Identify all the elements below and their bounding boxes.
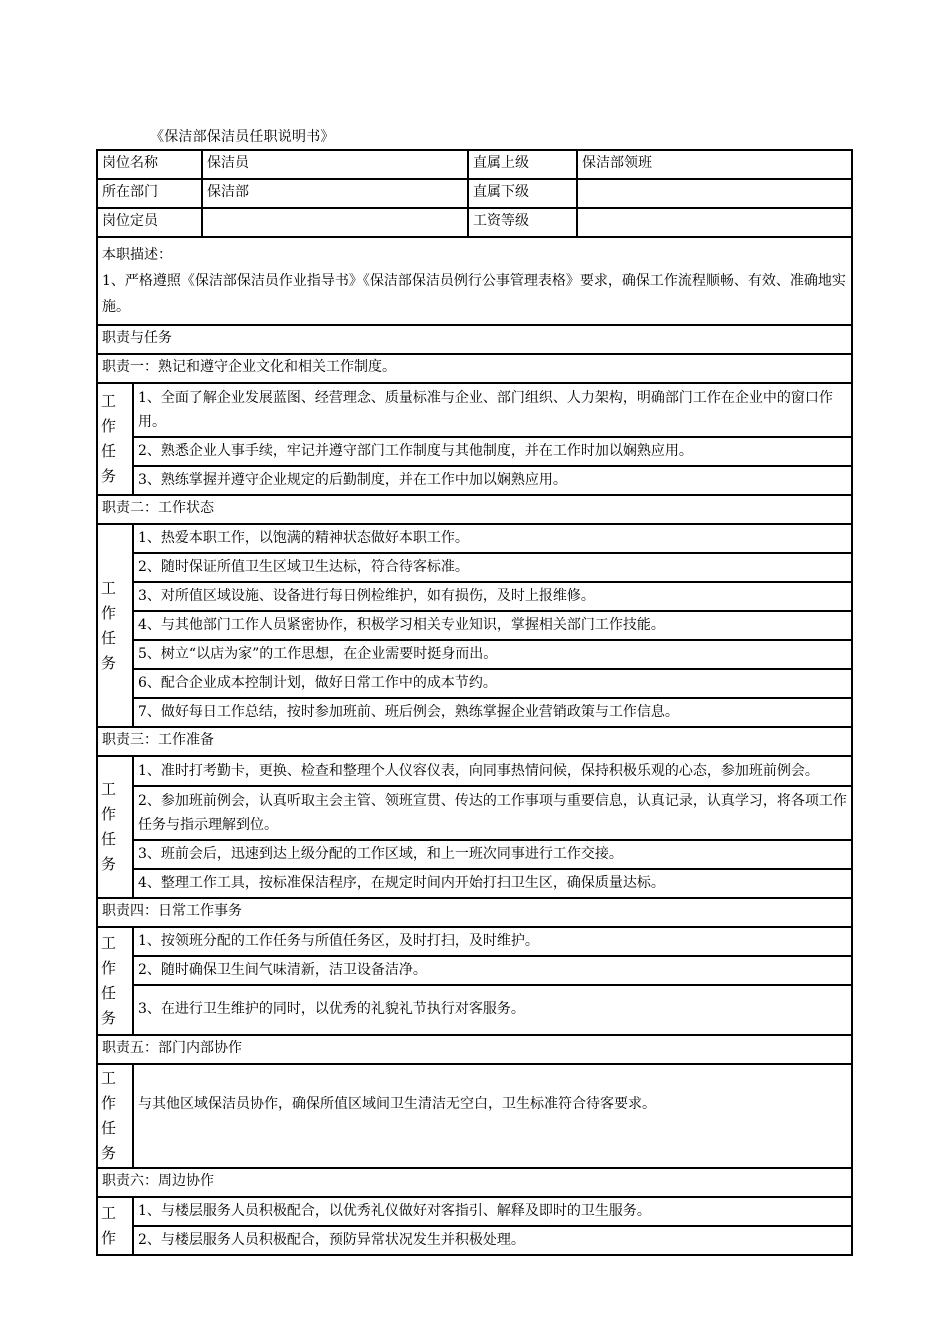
label-department: 所在部门 [102,184,158,200]
job-description-table [96,149,853,1256]
duty-title: 职责一：熟记和遵守企业文化和相关工作制度。 [102,359,396,375]
document-title: 《保洁部保洁员任职说明书》 [150,129,335,145]
label-position-name: 岗位名称 [102,155,158,171]
task-item: 3、熟练掌握并遵守企业规定的后勤制度，并在工作中加以娴熟应用。 [138,472,567,488]
task-item: 7、做好每日工作总结，按时参加班前、班后例会，熟练掌握企业营销政策与工作信息。 [138,704,679,720]
duty-title: 职责二：工作状态 [102,500,214,516]
value-supervisor: 保洁部领班 [576,151,851,178]
duty-title: 职责五：部门内部协作 [102,1040,242,1056]
value-salary-grade [576,209,851,236]
description-heading: 本职描述： [102,247,172,263]
label-supervisor: 直属上级 [467,151,576,178]
duty-task-group [98,525,851,728]
value-position-name: 保洁员 [201,151,467,178]
task-side-label: 工作任务 [98,525,134,726]
task-item: 1、全面了解企业发展蓝图、经营理念、质量标准与企业、部门组织、人力架构，明确部门工作在企业中的窗口作用。 [134,384,851,438]
description-row [98,238,851,326]
value-headcount [201,209,467,236]
value-department: 保洁部 [201,180,467,207]
task-item: 3、班前会后，迅速到达上级分配的工作区域，和上一班次同事进行工作交接。 [134,841,851,870]
value-subordinate [576,180,851,207]
info-row [98,151,851,180]
task-item: 2、熟悉企业人事手续，牢记并遵守部门工作制度与其他制度，并在工作时加以娴熟应用。 [134,438,851,467]
duty-title: 职责三：工作准备 [102,732,214,748]
task-item: 3、对所值区域设施、设备进行每日例检维护，如有损伤，及时上报维修。 [134,583,851,612]
duty-task-group [98,1198,851,1254]
label-headcount: 岗位定员 [102,213,158,229]
duty-task-group [98,384,851,496]
section-heading: 职责与任务 [102,330,172,346]
duty-task-group [98,1065,851,1169]
task-item: 2、与楼层服务人员积极配合，预防异常状况发生并积极处理。 [138,1232,525,1248]
task-item: 4、与其他部门工作人员紧密协作，积极学习相关专业知识，掌握相关部门工作技能。 [134,612,851,641]
task-item: 与其他区域保洁员协作，确保所值区域间卫生清洁无空白，卫生标准符合待客要求。 [138,1096,656,1112]
task-item: 3、在进行卫生维护的同时，以优秀的礼貌礼节执行对客服务。 [138,1001,525,1017]
task-item: 5、树立“以店为家”的工作思想，在企业需要时挺身而出。 [134,641,851,670]
task-side-label: 工作任务 [98,928,134,1034]
task-item: 2、随时确保卫生间气味清新，洁卫设备洁净。 [134,957,851,986]
task-item: 1、准时打考勤卡，更换、检查和整理个人仪容仪表，向同事热情问候，保持积极乐观的心态，参加班前例会。 [134,757,851,787]
task-side-label: 工作任务 [98,384,134,494]
task-item: 1、热爱本职工作，以饱满的精神状态做好本职工作。 [134,525,851,554]
task-item: 4、整理工作工具，按标准保洁程序，在规定时间内开始打扫卫生区，确保质量达标。 [138,875,665,891]
label-subordinate: 直属下级 [467,180,576,207]
task-side-label: 工作 [98,1198,134,1254]
task-item: 1、按领班分配的工作任务与所值任务区，及时打扫，及时维护。 [134,928,851,957]
section-heading-row [98,326,851,355]
info-row [98,209,851,238]
label-salary-grade: 工资等级 [467,209,576,236]
duty-title: 职责四：日常工作事务 [102,903,242,919]
task-item: 2、参加班前例会，认真听取主会主管、领班宣贯、传达的工作事项与重要信息，认真记录，认真学习，将各项工作任务与指示理解到位。 [134,787,851,841]
duty-title: 职责六：周边协作 [102,1173,214,1189]
task-item: 2、随时保证所值卫生区域卫生达标，符合待客标准。 [134,554,851,583]
task-side-label: 工作任务 [98,757,134,897]
task-item: 1、与楼层服务人员积极配合，以优秀礼仪做好对客指引、解释及即时的卫生服务。 [134,1198,851,1227]
task-side-label: 工作任务 [98,1065,134,1167]
description-text: 1、严格遵照《保洁部保洁员作业指导书》《保洁部保洁员例行公事管理表格》要求，确保工作流程顺畅、有效、准确地实施。 [102,273,846,315]
info-row [98,180,851,209]
task-item: 6、配合企业成本控制计划，做好日常工作中的成本节约。 [134,670,851,699]
duty-task-group [98,928,851,1036]
duty-task-group [98,757,851,899]
